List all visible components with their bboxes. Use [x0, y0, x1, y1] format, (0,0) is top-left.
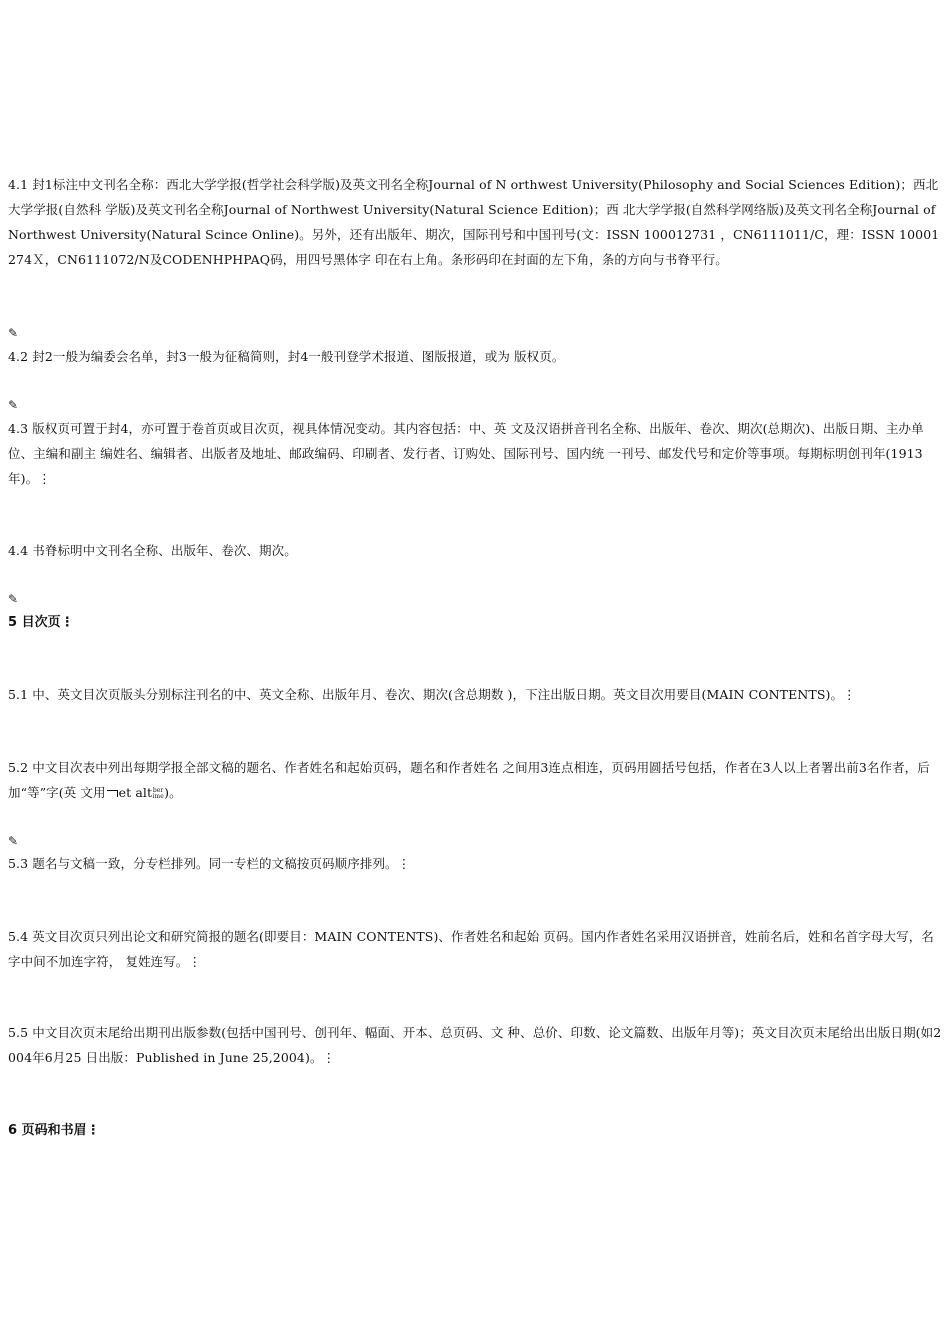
paragraph-4-4: 4.4 书脊标明中文刊名全称、出版年、卷次、期次。 — [8, 543, 297, 558]
section-heading-6: 6 页码和书眉⋮ — [8, 1123, 100, 1138]
mini-bottom: ime — [152, 792, 164, 800]
paragraph-5-1: 5.1 中、英文目次页版头分别标注刊名的中、英文全称、出版年月、卷次、期次(含总期数 )，下注出版日期。英文目次用要目(MAIN CONTENTS)。⋮ — [8, 687, 856, 702]
pencil-mark-icon: ✎ — [8, 592, 19, 606]
paragraph-5-2-end: )。 — [164, 785, 182, 800]
pencil-mark-icon: ✎ — [8, 834, 19, 848]
paragraph-4-3: 4.3 版权页可置于封4，亦可置于卷首页或目次页，视具体情况变动。其内容包括：中、英 文及汉语拼音刊名全称、出版年、卷次、期次(总期次)、出版日期、主办单位、主编和副主 编姓名、编辑者、出版者及地址、邮政编码、印刷者、发行者、订购处、国际刊号、国内统 一刊号、邮发代号和定价等事项。每期标明创刊年(1913年)。⋮ — [8, 421, 924, 486]
section-heading-5: 5 目次页⋮ — [8, 615, 74, 630]
paragraph-5-3: 5.3 题名与文稿一致，分专栏排列。同一专栏的文稿按页码顺序排列。⋮ — [8, 856, 411, 871]
paragraph-4-1: 4.1 封1标注中文刊名全称：西北大学学报(哲学社会科学版)及英文刊名全称Journal of N orthwest University(Philosophy and Social Sciences Edition)；西北大学学报(自然科 学版)及英文刊名全称Journal of Northwest University(Natural Science Edition)；西 北大学学报(自然科学网络版)及英文刊名全称Journal of Northwest University(Natural Scince Online)。另外，还有出版年、期次，国际刊号和中国刊号(文：ISSN 100012731 ，CN6111011/C，理：ISSN 10001274Ｘ，CN6111072/N及CODENHPHPAQ码，用四号黑体字 印在右上角。条形码印在封面的左下角，条的方向与书脊平行。 — [8, 177, 940, 267]
mini-top: ber — [152, 786, 164, 794]
paragraph-5-2 — [8, 755, 944, 805]
paragraph-5-5: 5.5 中文目次页末尾给出期刊出版参数(包括中国刊号、创刊年、幅面、开本、总页码、文 种、总价、印数、论文篇数、出版年月等)；英文目次页末尾给出出版日期(如2004年6月25 日出版：Published in June 25,2004)。⋮ — [8, 1025, 942, 1065]
paragraph-5-2-text: 5.2 中文目次表中列出每期学报全部文稿的题名、作者姓名和起始页码，题名和作者姓名 之间用3连点相连，页码用圆括号包括，作者在3人以上者署出前3名作者，后加“等”字(英 文用 — [8, 760, 930, 800]
pencil-mark-icon: ✎ — [8, 326, 19, 340]
paragraph-5-2-t: t — [147, 785, 153, 800]
bracket-mark — [107, 790, 118, 797]
paragraph-5-2-etal: et al — [118, 785, 147, 800]
paragraph-5-4: 5.4 英文目次页只列出论文和研究简报的题名(即要目：MAIN CONTENTS)、作者姓名和起始 页码。国内作者姓名采用汉语拼音，姓前名后，姓和名首字母大写，名字中间不加连字符， 复姓连写。⋮ — [8, 929, 934, 969]
paragraph-4-2: 4.2 封2一般为编委会名单，封3一般为征稿简则，封4一般刊登学术报道、图版报道，或为 版权页。 — [8, 349, 565, 364]
stacked-mini-text — [152, 788, 164, 800]
pencil-mark-icon: ✎ — [8, 398, 19, 412]
